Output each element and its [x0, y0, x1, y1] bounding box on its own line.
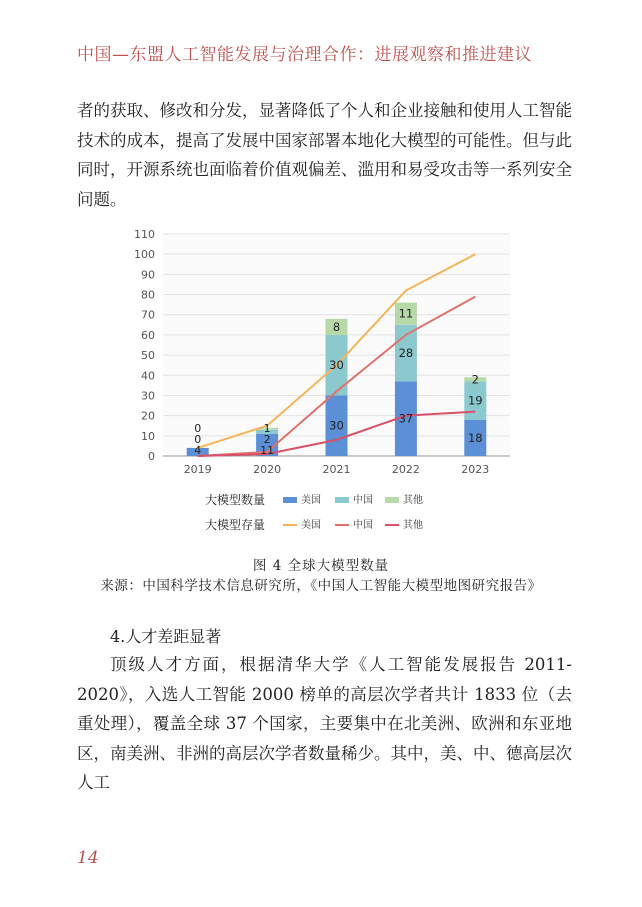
bar-value-label: 0 — [194, 422, 202, 435]
y-tick-label: 110 — [134, 228, 155, 241]
y-tick-label: 20 — [141, 409, 155, 423]
bar-value-label: 28 — [398, 346, 414, 361]
x-tick-label: 2021 — [322, 463, 351, 476]
bar-value-label: 19 — [467, 393, 483, 408]
legend-group-label: 大模型存量 — [205, 518, 266, 532]
bar-value-label: 8 — [332, 319, 341, 334]
bar-value-label: 0 — [194, 433, 202, 446]
legend-swatch — [385, 497, 399, 503]
page-number: 14 — [77, 848, 99, 868]
figure-chart — [115, 222, 535, 552]
figure-caption: 图 4 全球大模型数量 — [252, 558, 390, 574]
legend-label: 中国 — [353, 520, 373, 531]
y-tick-label: 10 — [141, 429, 155, 443]
legend-label: 美国 — [301, 495, 321, 506]
y-tick-label: 90 — [141, 268, 155, 282]
y-tick-label: 0 — [148, 450, 155, 463]
x-tick-label: 2019 — [183, 463, 212, 476]
x-tick-label: 2020 — [253, 463, 282, 476]
bar-value-label: 2 — [471, 372, 479, 387]
section-heading: 4.人才差距显著 — [110, 627, 222, 646]
legend-label: 其他 — [403, 495, 423, 506]
bar-value-label: 4 — [194, 444, 202, 457]
y-tick-label: 50 — [141, 349, 155, 363]
bar-value-label: 18 — [467, 430, 483, 445]
x-tick-label: 2022 — [391, 463, 420, 476]
bar-value-label: 11 — [260, 444, 275, 457]
body-paragraph-1: 者的获取、修改和分发，显著降低了个人和企业接触和使用人工智能技术的成本，提高了发展中国家部署本地化大模型的可能性。但与此同时，开源系统也面临着价值观偏差、滥用和易受攻击等一系列安全问题。 — [77, 101, 572, 209]
y-tick-label: 40 — [141, 369, 155, 383]
y-tick-label: 70 — [141, 308, 155, 322]
body-paragraph-2: 顶级人才方面，根据清华大学《人工智能发展报告 2011-2020》，入选人工智能 2000 榜单的高层次学者共计 1833 位（去重处理），覆盖全球 37 个国家，主要集中在北美洲、欧洲和东亚地区，南美洲、非洲的高层次学者数量稀少。其中，美、中、德高层次人工 — [77, 655, 572, 792]
x-tick-label: 2023 — [461, 463, 490, 476]
bar-value-label: 30 — [329, 358, 344, 373]
y-tick-label: 60 — [141, 328, 155, 342]
bar-value-label: 2 — [263, 433, 271, 446]
y-tick-label: 80 — [141, 288, 155, 302]
legend-group-label: 大模型数量 — [205, 493, 266, 507]
y-tick-label: 100 — [134, 248, 155, 262]
legend-swatch — [283, 497, 297, 503]
legend-label: 美国 — [301, 520, 321, 531]
running-header: 中国—东盟人工智能发展与治理合作：进展观察和推进建议 — [77, 45, 532, 65]
legend-swatch — [335, 497, 349, 503]
bar-value-label: 37 — [398, 411, 414, 426]
bar-value-label: 11 — [398, 306, 414, 321]
legend-label: 中国 — [353, 495, 373, 506]
bar-value-label: 1 — [263, 422, 271, 435]
y-tick-label: 30 — [141, 389, 155, 403]
bar-value-label: 30 — [329, 418, 344, 433]
legend-label: 其他 — [403, 520, 423, 531]
figure-source: 来源：中国科学技术信息研究所，《中国人工智能大模型地图研究报告》 — [100, 578, 542, 594]
